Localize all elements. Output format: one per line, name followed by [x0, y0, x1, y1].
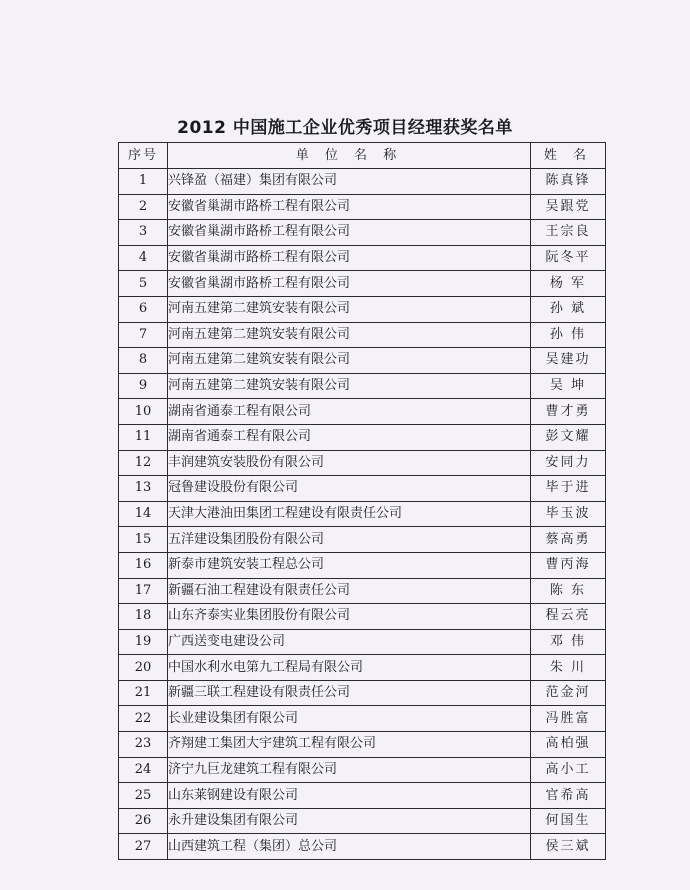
table-row	[119, 783, 606, 809]
cell-person-name: 孙 伟	[531, 322, 606, 348]
table-row	[119, 706, 606, 732]
cell-unit-name: 安徽省巢湖市路桥工程有限公司	[168, 220, 531, 246]
cell-serial-number: 27	[119, 834, 168, 860]
cell-unit-name: 中国水利水电第九工程局有限公司	[168, 655, 531, 681]
table-row	[119, 552, 606, 578]
cell-person-name: 何国生	[531, 808, 606, 834]
table-row	[119, 527, 606, 553]
cell-serial-number: 11	[119, 424, 168, 450]
table-row	[119, 578, 606, 604]
cell-person-name: 安同力	[531, 450, 606, 476]
header-person-name: 姓 名	[531, 143, 606, 169]
cell-person-name: 高柏强	[531, 732, 606, 758]
table-row	[119, 450, 606, 476]
cell-unit-name: 河南五建第二建筑安装有限公司	[168, 348, 531, 374]
table-row	[119, 808, 606, 834]
award-table	[118, 142, 606, 860]
cell-person-name: 曹才勇	[531, 399, 606, 425]
table-row	[119, 757, 606, 783]
cell-serial-number: 7	[119, 322, 168, 348]
cell-person-name: 曹丙海	[531, 552, 606, 578]
cell-person-name: 陈真锋	[531, 169, 606, 195]
cell-person-name: 王宗良	[531, 220, 606, 246]
cell-unit-name: 永升建设集团有限公司	[168, 808, 531, 834]
cell-serial-number: 17	[119, 578, 168, 604]
cell-serial-number: 6	[119, 296, 168, 322]
cell-unit-name: 河南五建第二建筑安装有限公司	[168, 296, 531, 322]
table-row	[119, 501, 606, 527]
cell-unit-name: 湖南省通泰工程有限公司	[168, 399, 531, 425]
document-title: 2012 中国施工企业优秀项目经理获奖名单	[177, 118, 513, 138]
cell-unit-name: 丰润建筑安装股份有限公司	[168, 450, 531, 476]
cell-serial-number: 19	[119, 629, 168, 655]
cell-unit-name: 新泰市建筑安装工程总公司	[168, 552, 531, 578]
cell-unit-name: 天津大港油田集团工程建设有限责任公司	[168, 501, 531, 527]
table-row	[119, 476, 606, 502]
cell-unit-name: 河南五建第二建筑安装有限公司	[168, 322, 531, 348]
table-row	[119, 399, 606, 425]
cell-serial-number: 2	[119, 194, 168, 220]
cell-person-name: 冯胜富	[531, 706, 606, 732]
table-row	[119, 296, 606, 322]
table-row	[119, 604, 606, 630]
cell-person-name: 杨 军	[531, 271, 606, 297]
cell-unit-name: 山东齐泰实业集团股份有限公司	[168, 604, 531, 630]
cell-serial-number: 4	[119, 245, 168, 271]
cell-serial-number: 1	[119, 169, 168, 195]
cell-serial-number: 10	[119, 399, 168, 425]
cell-serial-number: 16	[119, 552, 168, 578]
table-row	[119, 245, 606, 271]
cell-unit-name: 河南五建第二建筑安装有限公司	[168, 373, 531, 399]
cell-person-name: 阮冬平	[531, 245, 606, 271]
cell-unit-name: 广西送变电建设公司	[168, 629, 531, 655]
cell-serial-number: 9	[119, 373, 168, 399]
cell-person-name: 侯三斌	[531, 834, 606, 860]
header-unit-name: 单 位 名 称	[168, 143, 531, 169]
cell-unit-name: 安徽省巢湖市路桥工程有限公司	[168, 194, 531, 220]
cell-person-name: 毕于进	[531, 476, 606, 502]
cell-person-name: 孙 斌	[531, 296, 606, 322]
cell-serial-number: 20	[119, 655, 168, 681]
table-row	[119, 424, 606, 450]
cell-serial-number: 12	[119, 450, 168, 476]
cell-serial-number: 18	[119, 604, 168, 630]
cell-unit-name: 冠鲁建设股份有限公司	[168, 476, 531, 502]
cell-person-name: 邓 伟	[531, 629, 606, 655]
cell-person-name: 吴 坤	[531, 373, 606, 399]
cell-serial-number: 26	[119, 808, 168, 834]
table-row	[119, 194, 606, 220]
table-row	[119, 271, 606, 297]
cell-serial-number: 14	[119, 501, 168, 527]
cell-serial-number: 5	[119, 271, 168, 297]
cell-serial-number: 15	[119, 527, 168, 553]
cell-unit-name: 安徽省巢湖市路桥工程有限公司	[168, 271, 531, 297]
cell-person-name: 朱 川	[531, 655, 606, 681]
cell-unit-name: 湖南省通泰工程有限公司	[168, 424, 531, 450]
cell-unit-name: 新疆石油工程建设有限责任公司	[168, 578, 531, 604]
cell-unit-name: 五洋建设集团股份有限公司	[168, 527, 531, 553]
table-row	[119, 348, 606, 374]
cell-serial-number: 22	[119, 706, 168, 732]
cell-person-name: 陈 东	[531, 578, 606, 604]
table-row	[119, 220, 606, 246]
cell-serial-number: 8	[119, 348, 168, 374]
cell-person-name: 官希高	[531, 783, 606, 809]
cell-unit-name: 齐翔建工集团大宇建筑工程有限公司	[168, 732, 531, 758]
table-row	[119, 373, 606, 399]
cell-serial-number: 13	[119, 476, 168, 502]
table-row	[119, 680, 606, 706]
cell-person-name: 毕玉波	[531, 501, 606, 527]
cell-person-name: 吴建功	[531, 348, 606, 374]
cell-serial-number: 3	[119, 220, 168, 246]
table-row	[119, 322, 606, 348]
table-row	[119, 655, 606, 681]
cell-unit-name: 安徽省巢湖市路桥工程有限公司	[168, 245, 531, 271]
cell-person-name: 吴跟党	[531, 194, 606, 220]
cell-person-name: 范金河	[531, 680, 606, 706]
table-row	[119, 169, 606, 195]
header-serial-number: 序号	[119, 143, 168, 169]
cell-serial-number: 23	[119, 732, 168, 758]
cell-unit-name: 济宁九巨龙建筑工程有限公司	[168, 757, 531, 783]
cell-serial-number: 25	[119, 783, 168, 809]
cell-unit-name: 山西建筑工程（集团）总公司	[168, 834, 531, 860]
cell-unit-name: 新疆三联工程建设有限责任公司	[168, 680, 531, 706]
cell-serial-number: 21	[119, 680, 168, 706]
cell-person-name: 程云亮	[531, 604, 606, 630]
table-row	[119, 834, 606, 860]
cell-person-name: 高小工	[531, 757, 606, 783]
table-row	[119, 732, 606, 758]
table-header-row	[119, 143, 606, 169]
cell-unit-name: 山东莱钢建设有限公司	[168, 783, 531, 809]
cell-person-name: 蔡高勇	[531, 527, 606, 553]
cell-unit-name: 长业建设集团有限公司	[168, 706, 531, 732]
cell-serial-number: 24	[119, 757, 168, 783]
cell-unit-name: 兴锋盈（福建）集团有限公司	[168, 169, 531, 195]
cell-person-name: 彭文耀	[531, 424, 606, 450]
table-row	[119, 629, 606, 655]
